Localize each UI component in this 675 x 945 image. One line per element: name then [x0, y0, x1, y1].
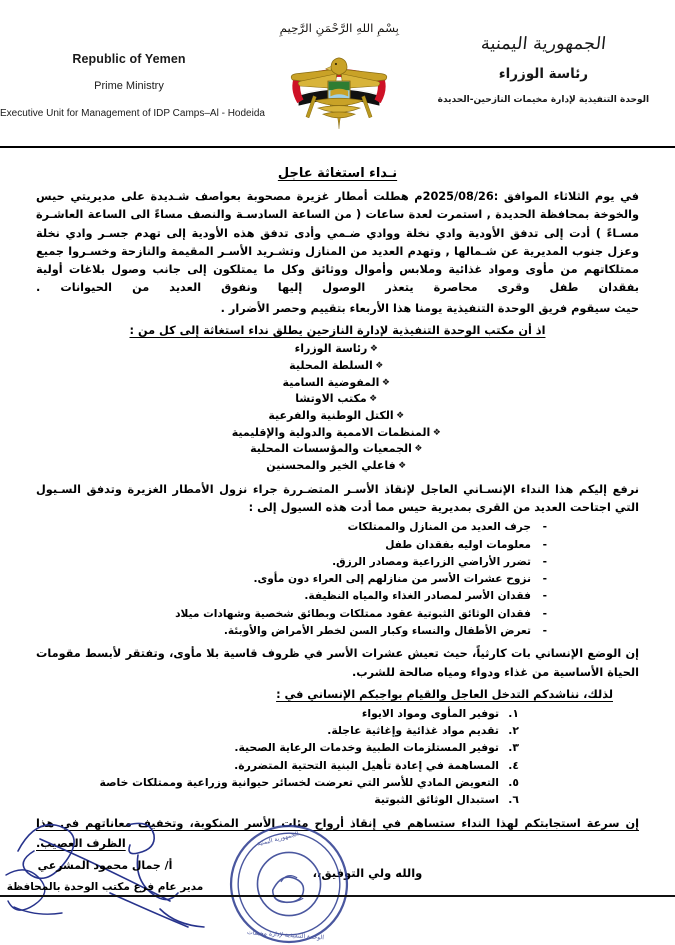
- document-title: نـداء استغاثة عاجل: [277, 166, 398, 181]
- dash-bullet-icon: -: [542, 521, 547, 534]
- official-round-stamp-icon: [228, 823, 350, 945]
- diamond-bullet-icon: ❖: [432, 427, 441, 438]
- list-item: [36, 757, 519, 774]
- yemen-eagle-emblem-icon: [276, 37, 402, 135]
- closing-line-1: إن سرعة استجابتكم لهذا النداء ستساهم في إنقاذ أرواح مئات الأسر المنكوبة، وتخفيف معاناتهم في هذا: [36, 817, 639, 831]
- dash-bullet-icon: -: [542, 625, 547, 638]
- diamond-bullet-icon: ❖: [414, 444, 423, 455]
- list-item-label: السلطة المحلية: [289, 358, 373, 372]
- dash-bullet-icon: -: [542, 607, 547, 620]
- dash-bullet-icon: -: [542, 538, 547, 551]
- paragraph-humanitarian-situation: إن الوضع الإنساني بات كارثياً، حيث تعيش عشرات الأسر في ظروف قاسية بلا مأوى، وتفتقر لأبسط مقومات الحياة الأساسية من غذاء ودواء ومياه صالحة للشرب.: [36, 647, 639, 679]
- list-item: [36, 623, 547, 640]
- svg-text:الوحدة التنفيذية لإدارة مخيمات: الوحدة التنفيذية لإدارة مخيمات: [246, 929, 325, 942]
- list-item-label: معلومات اوليه بفقدان طفل: [385, 538, 531, 551]
- header-country-ar: الجمهورية اليمنية: [479, 34, 607, 54]
- list-item-label: المساهمة في إعادة تأهيل البنية التحتية المتضررة.: [234, 758, 499, 772]
- list-item-number: ٦.: [508, 793, 519, 807]
- diamond-bullet-icon: ❖: [381, 377, 390, 388]
- list-item-label: فاعلي الخير والمحسنين: [266, 459, 396, 473]
- list-item: [36, 554, 547, 571]
- dash-bullet-icon: -: [542, 590, 547, 603]
- list-item-label: المنظمات الاممية والدولية والإقليمية: [231, 425, 431, 439]
- list-item-label: تعرض الأطفال والنساء وكبار السن لخطر الأمراض والأوبئة.: [223, 625, 531, 638]
- dash-bullet-icon: -: [542, 573, 547, 586]
- appeal-targets-list: [36, 341, 639, 475]
- list-item-number: ٣.: [508, 741, 519, 755]
- list-item: [36, 341, 639, 358]
- dash-bullet-icon: -: [542, 555, 547, 568]
- list-item-label: الجمعيات والمؤسسات المحلية: [250, 442, 412, 456]
- list-item: [36, 519, 547, 536]
- tawfiq-line: والله ولي التوفيق،،: [312, 865, 423, 880]
- list-item: [36, 606, 547, 623]
- list-item-label: تقديم مواد غذائية وإغاثية عاجلة.: [327, 724, 499, 738]
- diamond-bullet-icon: ❖: [396, 410, 405, 421]
- list-item: [36, 358, 639, 375]
- list-item-label: التعويض المادي للأسر التي تعرضت لخسائر حيوانية وزراعية وممتلكات خاصة: [99, 775, 499, 789]
- header-center-emblem: [258, 0, 420, 135]
- list-item-label: رئاسة الوزراء: [294, 342, 368, 356]
- header-unit-ar: الوحدة التنفيذية لإدارة مخيمات النازحين-الحديدة: [437, 95, 650, 105]
- diamond-bullet-icon: ❖: [398, 461, 407, 472]
- diamond-bullet-icon: ❖: [369, 394, 378, 405]
- paragraph-assessment: حيث سيقوم فريق الوحدة التنفيذية يومنا هذا الأربعاء بتقييم وحصر الأضرار .: [220, 301, 639, 315]
- header-left-english: [0, 0, 265, 119]
- impacts-list: [36, 519, 639, 640]
- document-header: [0, 0, 675, 148]
- list-item-number: ٢.: [508, 724, 519, 738]
- list-item-label: توفير المأوى ومواد الايواء: [361, 706, 499, 720]
- header-divider: [0, 146, 675, 148]
- list-item-label: توفير المستلزمات الطبية وخدمات الرعاية الصحية.: [234, 741, 499, 755]
- list-item: [36, 441, 639, 458]
- list-item: [36, 774, 519, 791]
- footer-divider: [0, 895, 675, 897]
- header-ministry-en: Prime Ministry: [94, 80, 164, 92]
- list-item: [36, 571, 547, 588]
- signatory-name: أ/ جمال محمود المشرعي: [37, 859, 173, 872]
- list-item: [36, 537, 547, 554]
- header-ministry-ar: رئاسة الوزراء: [498, 66, 589, 82]
- requests-list: [36, 705, 639, 809]
- list-item: [36, 705, 519, 722]
- signatory-title: مدير عام فرع مكتب الوحدة بالمحافظة: [6, 881, 204, 893]
- list-item-label: المفوضية السامية: [282, 375, 380, 389]
- basmala-text: بِسْمِ اللهِ الرَّحْمَنِ الرَّحِيمِ: [279, 22, 399, 35]
- list-item-label: فقدان الأسر لمصادر الغذاء والمياه النظيفة.: [304, 590, 531, 603]
- list-item-label: جرف العديد من المنازل والممتلكات: [347, 521, 531, 534]
- closing-line-2: الظرف العصيب.: [36, 836, 126, 850]
- diamond-bullet-icon: ❖: [375, 360, 384, 371]
- list-item: [36, 722, 519, 739]
- list-item-label: استبدال الوثائق الثبوتية: [374, 793, 499, 807]
- list-item-label: مكتب الاوتشا: [295, 392, 367, 406]
- list-item: [36, 588, 547, 605]
- header-unit-en: Executive Unit for Management of IDP Camps–Al - Hodeida: [0, 108, 265, 119]
- list-item: [36, 425, 639, 442]
- list-item: [36, 375, 639, 392]
- list-item-number: ١.: [508, 706, 519, 720]
- list-item: [36, 739, 519, 756]
- list-item-label: الكتل الوطنية والفرعية: [268, 408, 394, 422]
- list-item-number: ٤.: [508, 758, 519, 772]
- list-item: [36, 791, 519, 808]
- list-item: [36, 408, 639, 425]
- list-item-label: فقدان الوثائق الثبوتية عقود ممتلكات وبطائق شخصية وشهادات ميلاد: [175, 607, 531, 620]
- signature-block: [0, 825, 675, 945]
- paragraph-incident: في يوم الثلاثاء الموافق :2025/08/26م هطلت أمطار غزيرة مصحوبة بعواصف شـديدة على مديريتي حيس والخوخة بمحافظة الحديدة , استمرت لعدة ساعات ( من الساعة السادسـة والنصف مساءً الى الساعة العاشـرة مسـاءً ) أدت إلى تدفق الأودية وادي نخلة ووادي ضـمي وأدى تدفق هذه الأودية إلى تهدم جسـر وادي نخلة وعزل جنوب المديرية عن شـمالها , وتهدم العديد من المنازل وتشـريد الأسـر المقيمة والنازحة وخسـروا جميع ممتلكاتهم من مأوى ومواد غذائية وملابس وأموال ووثائق وكل ما يمتلكون إلى جانب وصول بلاغات أولية بفقدان طفل وقرى محاصرة يتعذر الوصول إليها ونفوق العديد من الحيوانات .: [36, 190, 639, 295]
- list-item-number: ٥.: [508, 775, 519, 789]
- document-body: [0, 148, 675, 880]
- request-heading: لذلك، نناشدكم التدخل العاجل والقيام بواجبكم الإنساني في :: [276, 687, 613, 701]
- list-item-label: نزوح عشرات الأسر من منازلهم إلى العراء دون مأوى.: [253, 573, 531, 586]
- header-right-arabic: [420, 0, 675, 105]
- paragraph-appeal: نرفع إليكم هذا النداء الإنسـاني العاجل لإنقاذ الأسـر المتضـررة جراء نزول الأمطار الغزيرة وتدفق السـيول التي اجتاحت العديد من القرى بمديرية حيس مما أدت هذه السيول إلى :: [36, 482, 639, 515]
- appeal-heading: اذ أن مكتب الوحدة التنفيذية لإدارة النازحين يطلق نداء استغاثة إلى كل من :: [129, 324, 546, 338]
- header-country-en: Republic of Yemen: [72, 52, 186, 66]
- list-item-label: تضرر الأراضي الزراعية ومصادر الرزق.: [332, 555, 531, 568]
- svg-text:الجمهورية اليمنية: الجمهورية اليمنية: [256, 830, 300, 848]
- diamond-bullet-icon: ❖: [369, 344, 378, 355]
- list-item: [36, 391, 639, 408]
- list-item: [36, 458, 639, 475]
